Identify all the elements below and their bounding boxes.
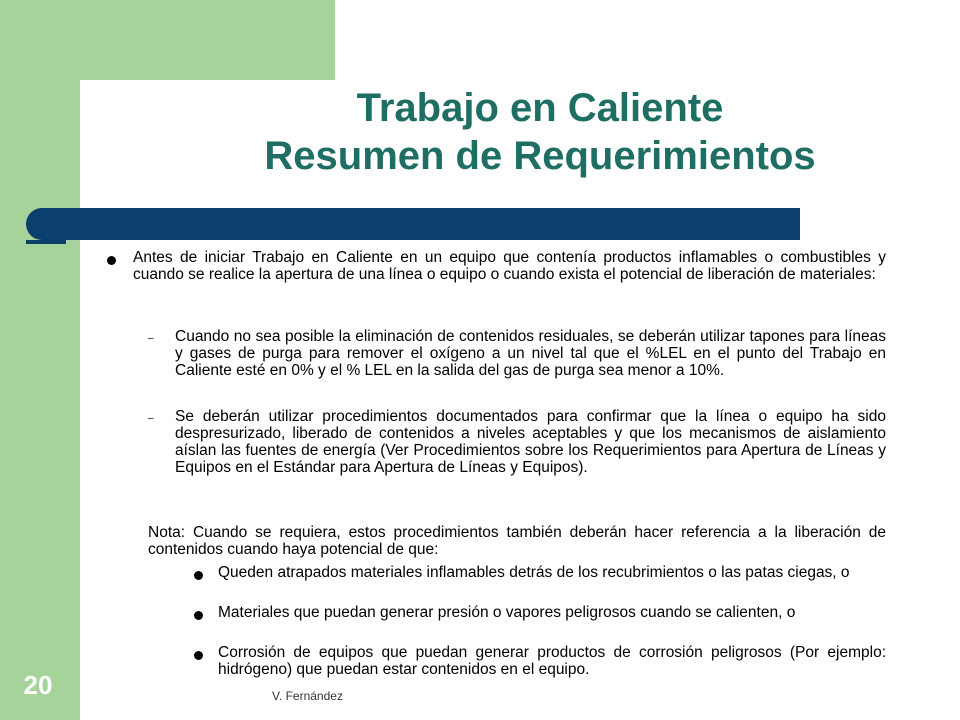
left-green-band [0, 0, 80, 720]
note-paragraph: Nota: Cuando se requiera, estos procedimientos también deberán hacer referencia a la liberación de contenidos cuando haya potencial de que: [148, 524, 886, 558]
title-underline-bar [26, 208, 800, 240]
slide-title [200, 84, 880, 180]
dash-icon: – [148, 333, 154, 344]
subitem-1: Cuando no sea posible la eliminación de contenidos residuales, se deberán utilizar tapones para líneas y gases de purga para remover el oxígeno a un nivel tal que el %LEL en el punto del Trabajo en Caliente esté en 0% y el % LEL en la salida del gas de purga sea menor a 10%. [175, 328, 886, 379]
title-line-1: Trabajo en Caliente [356, 86, 724, 130]
bullet-icon [194, 571, 203, 580]
top-green-band [80, 0, 335, 80]
title-line-2: Resumen de Requerimientos [264, 134, 816, 178]
rounded-corner [80, 80, 140, 140]
bar-notch [26, 240, 66, 244]
subitem-2: Se deberán utilizar procedimientos documentados para confirmar que la línea o equipo ha sido despresurizado, liberado de contenidos a niveles aceptables y que los mecanismos de aislamiento aíslan las fuentes de energía (Ver Procedimientos sobre los Requerimientos para Apertura de Líneas y Equipos en el Estándar para Apertura de Líneas y Equipos). [175, 408, 886, 476]
bullet-icon [107, 256, 116, 265]
note-item-3: Corrosión de equipos que puedan generar productos de corrosión peligrosos (Por ejemplo: hidrógeno) que puedan estar contenidos en el equipo. [218, 644, 886, 678]
slide-number: 20 [23, 670, 53, 700]
note-item-1: Queden atrapados materiales inflamables detrás de los recubrimientos o las patas ciegas, o [218, 564, 850, 581]
bullet-icon [194, 651, 203, 660]
note-item-2: Materiales que puedan generar presión o vapores peligrosos cuando se calienten, o [218, 604, 796, 621]
bullet-icon [194, 611, 203, 620]
intro-paragraph: Antes de iniciar Trabajo en Caliente en un equipo que contenía productos inflamables o combustibles y cuando se realice la apertura de una línea o equipo o cuando exista el potencial de liberación de materiales: [133, 249, 886, 283]
author-footer: V. Fernández [272, 689, 343, 703]
dash-icon: – [148, 413, 154, 424]
